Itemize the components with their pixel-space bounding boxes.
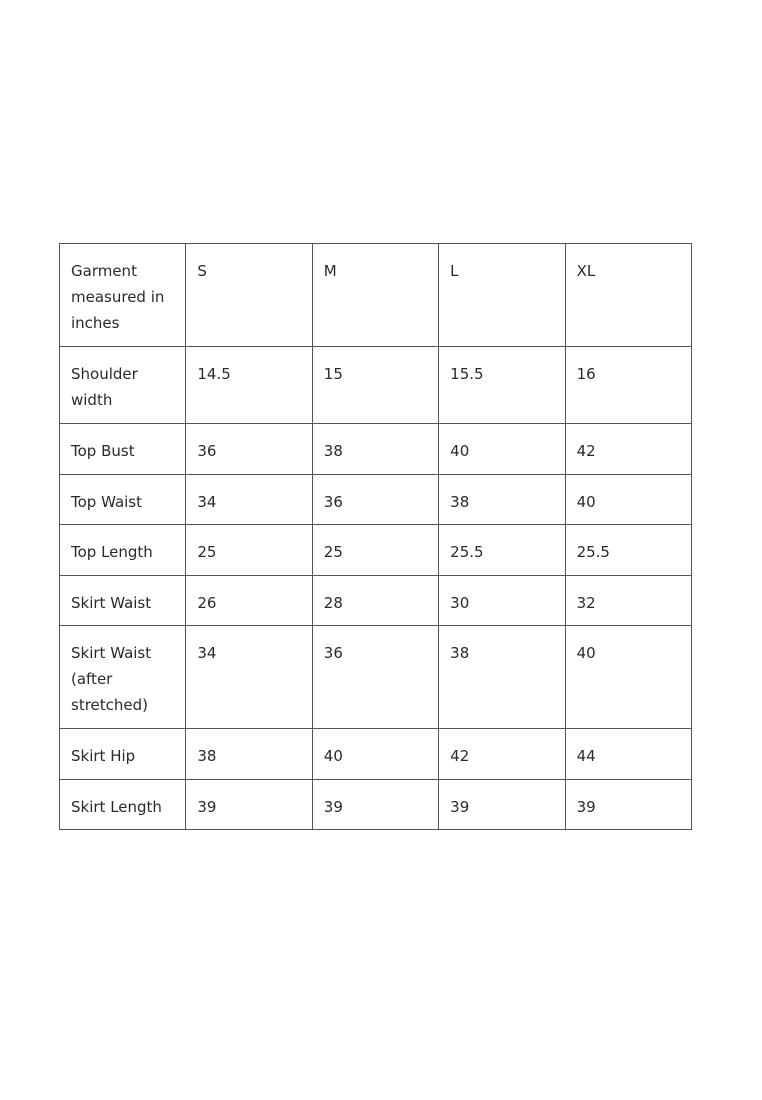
table-cell: 39 [312,779,438,830]
table-cell: 39 [186,779,312,830]
table-cell: 42 [439,729,565,780]
header-cell-size-xl: XL [565,244,691,347]
table-cell: 15 [312,347,438,424]
table-cell: 38 [186,729,312,780]
row-label: Skirt Hip [60,729,186,780]
table-cell: 30 [439,575,565,626]
table-cell: 38 [312,424,438,475]
row-label: Skirt Waist (after stretched) [60,626,186,729]
table-row [60,779,692,830]
header-cell-measurement: Garment measured in inches [60,244,186,347]
table-cell: 39 [439,779,565,830]
table-cell: 34 [186,474,312,525]
table-cell: 40 [439,424,565,475]
table-row [60,626,692,729]
header-cell-size-s: S [186,244,312,347]
table-cell: 25 [312,525,438,576]
header-cell-size-m: M [312,244,438,347]
table-cell: 36 [186,424,312,475]
table-cell: 44 [565,729,691,780]
row-label: Top Waist [60,474,186,525]
table-cell: 40 [312,729,438,780]
row-label: Top Length [60,525,186,576]
table-header-row [60,244,692,347]
table-cell: 14.5 [186,347,312,424]
table-row [60,347,692,424]
table-cell: 25.5 [439,525,565,576]
table-cell: 28 [312,575,438,626]
table-cell: 40 [565,626,691,729]
table-cell: 16 [565,347,691,424]
table-cell: 39 [565,779,691,830]
table-cell: 42 [565,424,691,475]
row-label: Skirt Length [60,779,186,830]
table-row [60,474,692,525]
size-chart-table [59,243,692,830]
table-cell: 38 [439,474,565,525]
row-label: Shoulder width [60,347,186,424]
table-cell: 25.5 [565,525,691,576]
table-row [60,729,692,780]
table-cell: 34 [186,626,312,729]
table-row [60,525,692,576]
table-cell: 40 [565,474,691,525]
table-row [60,575,692,626]
table-cell: 38 [439,626,565,729]
table-cell: 36 [312,626,438,729]
header-cell-size-l: L [439,244,565,347]
table-row [60,424,692,475]
table-cell: 32 [565,575,691,626]
row-label: Skirt Waist [60,575,186,626]
row-label: Top Bust [60,424,186,475]
table-cell: 36 [312,474,438,525]
table-cell: 25 [186,525,312,576]
table-cell: 26 [186,575,312,626]
table-cell: 15.5 [439,347,565,424]
